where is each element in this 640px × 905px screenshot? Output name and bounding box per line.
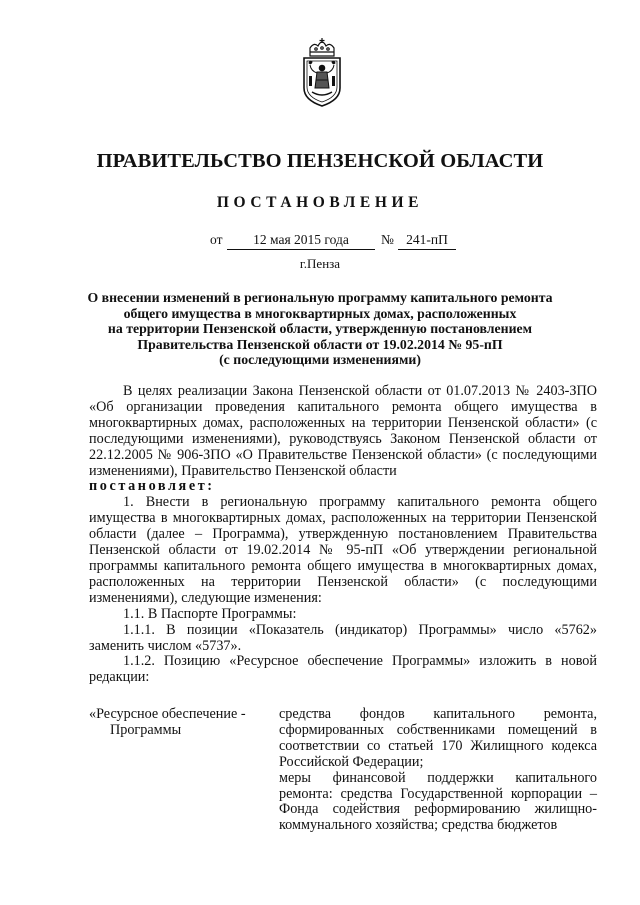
date-prefix: от — [210, 232, 223, 247]
paragraph-1-1-1: 1.1.1. В позиции «Показатель (индикатор) Программы» число «5762» заменить числом «5737». — [89, 621, 597, 654]
document-number: 241-пП — [398, 232, 456, 250]
table-right-cell — [279, 707, 597, 834]
paragraph-1-1-2: 1.1.2. Позицию «Ресурсное обеспечение Программы» изложить в новой редакции: — [89, 653, 597, 686]
title-line: на территории Пензенской области, утвержденную постановлением — [107, 321, 533, 337]
document-title — [70, 290, 570, 368]
title-line: О внесении изменений в региональную программу капитального ремонта — [87, 290, 553, 305]
coat-of-arms-emblem — [298, 36, 346, 108]
resolves-word: постановляет: — [89, 478, 215, 495]
paragraph-1: 1. Внести в региональную программу капитального ремонта общего имущества в многоквартирных домах, расположенных на территории Пензенской области (далее – Программа), утвержденную постановлением Правительства Пензенской области от 19.02.2014 № 95-пП «Об утверждении региональной программы капитального ремонта общего имущества в многоквартирных домах, расположенных на территории Пензенской области» (с последующими изменениями), следующие изменения: — [89, 494, 597, 606]
table-left-line-1: «Ресурсное обеспечение - — [89, 706, 246, 722]
paragraph-1-1: 1.1. В Паспорте Программы: — [123, 605, 297, 622]
title-line: (с последующими изменениями) — [219, 352, 421, 368]
title-line: общего имущества в многоквартирных домах, расположенных — [123, 305, 517, 321]
title-line: Правительства Пензенской области от 19.02.2014 № 95-пП — [137, 336, 503, 352]
document-date: 12 мая 2015 года — [227, 232, 375, 250]
table-right-paragraph-1: средства фондов капитального ремонта, сформированных собственниками помещений в соответствии со статьей 170 Жилищного кодекса Российской Федерации; — [279, 706, 597, 770]
preamble-paragraph: В целях реализации Закона Пензенской области от 01.07.2013 № 2403-ЗПО «Об организации проведения капитального ремонта общего имущества в многоквартирных домах, расположенных на территории Пензенской области» (с последующими изменениями), руководствуясь Законом Пензенской области от 22.12.2005 № 906-ЗПО «О Правительстве Пензенской области» (с последующими изменениями), Правительство Пензенской области — [89, 383, 597, 479]
government-name: ПРАВИТЕЛЬСТВО ПЕНЗЕНСКОЙ ОБЛАСТИ — [96, 150, 544, 172]
table-right-paragraph-2: меры финансовой поддержки капитального ремонта: средства Государственной корпорации – Фонда содействия реформированию жилищно-коммунального хозяйства; средства бюджетов — [279, 769, 597, 834]
table-left-line-2: Программы — [110, 721, 182, 738]
city: г.Пенза — [299, 256, 341, 271]
number-prefix: № — [381, 232, 394, 247]
document-body — [89, 384, 597, 686]
document-type: ПОСТАНОВЛЕНИЕ — [216, 194, 424, 211]
table-left-cell — [89, 707, 279, 739]
